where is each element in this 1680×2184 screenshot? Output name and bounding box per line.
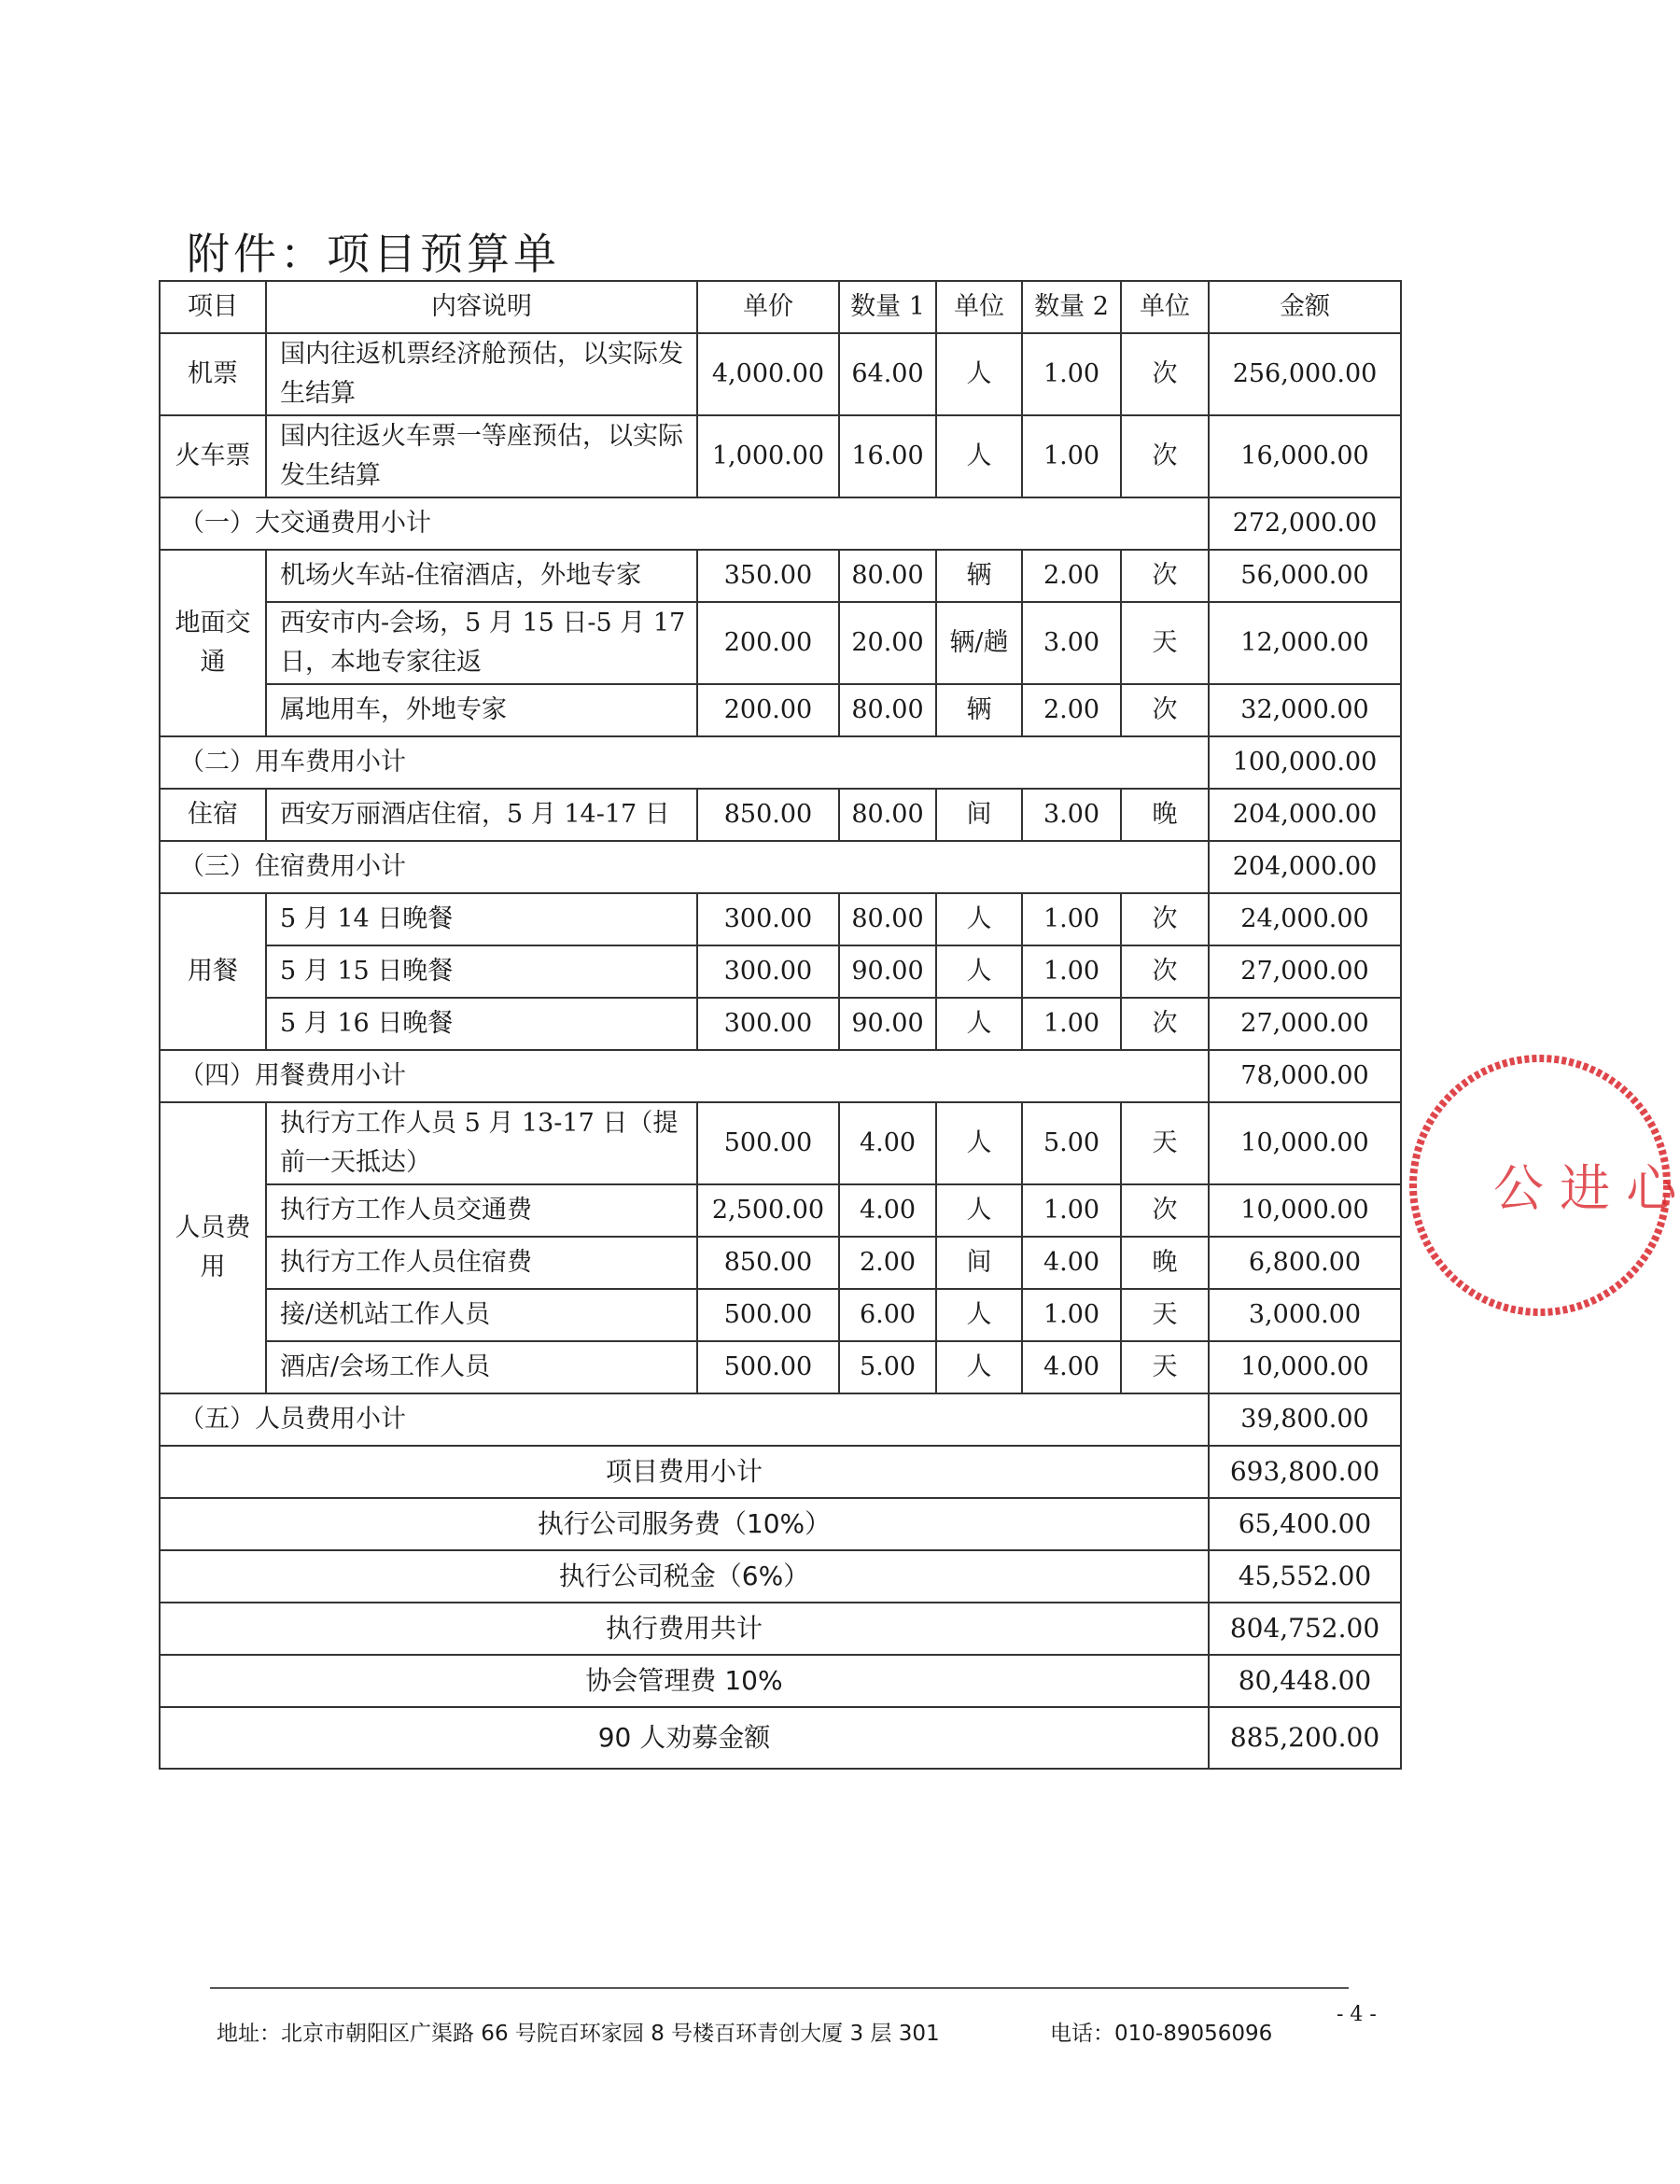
table-row <box>160 1184 1401 1237</box>
header-unit1: 单位 <box>936 281 1022 333</box>
row-unit1: 人 <box>936 333 1022 415</box>
row-qty1: 90.00 <box>839 998 936 1050</box>
row-desc: 属地用车，外地专家 <box>266 684 697 736</box>
total-amount: 693,800.00 <box>1209 1446 1401 1498</box>
table-row <box>160 602 1401 684</box>
footer-address: 地址：北京市朝阳区广渠路 66 号院百环家园 8 号楼百环青创大厦 3 层 301 <box>217 2022 940 2046</box>
header-amount: 金额 <box>1209 281 1401 333</box>
table-row <box>160 333 1401 415</box>
group-item: 用餐 <box>160 893 266 1050</box>
total-row <box>160 1707 1401 1769</box>
header-unit2: 单位 <box>1121 281 1209 333</box>
row-unit1: 人 <box>936 998 1022 1050</box>
total-amount: 45,552.00 <box>1209 1550 1401 1603</box>
row-qty1: 5.00 <box>839 1341 936 1393</box>
row-qty2: 3.00 <box>1022 602 1121 684</box>
budget-table <box>159 280 1402 1770</box>
subtotal-label: （一）大交通费用小计 <box>160 497 1209 550</box>
row-unit2: 天 <box>1121 1289 1209 1341</box>
row-unit2: 天 <box>1121 1341 1209 1393</box>
table-row <box>160 945 1401 998</box>
subtotal-amount: 39,800.00 <box>1209 1393 1401 1446</box>
row-unit2: 晚 <box>1121 1237 1209 1289</box>
subtotal-label: （五）人员费用小计 <box>160 1393 1209 1446</box>
group-item: 人员费用 <box>160 1102 266 1393</box>
table-row <box>160 789 1401 841</box>
row-amount: 10,000.00 <box>1209 1184 1401 1237</box>
row-qty1: 80.00 <box>839 893 936 945</box>
subtotal-label: （二）用车费用小计 <box>160 736 1209 789</box>
table-row <box>160 893 1401 945</box>
row-unit2: 次 <box>1121 333 1209 415</box>
total-label: 执行公司服务费（10%） <box>160 1498 1209 1550</box>
table-row <box>160 1341 1401 1393</box>
row-unit1: 辆 <box>936 684 1022 736</box>
row-desc: 执行方工作人员住宿费 <box>266 1237 697 1289</box>
row-unit2: 天 <box>1121 602 1209 684</box>
subtotal-row <box>160 497 1401 550</box>
row-unit2: 晚 <box>1121 789 1209 841</box>
row-unit2: 次 <box>1121 945 1209 998</box>
row-item: 火车票 <box>160 415 266 497</box>
subtotal-amount: 204,000.00 <box>1209 841 1401 893</box>
table-row <box>160 415 1401 497</box>
total-amount: 80,448.00 <box>1209 1655 1401 1707</box>
total-amount: 65,400.00 <box>1209 1498 1401 1550</box>
row-price: 500.00 <box>697 1102 839 1184</box>
row-amount: 10,000.00 <box>1209 1102 1401 1184</box>
total-label: 协会管理费 10% <box>160 1655 1209 1707</box>
header-item: 项目 <box>160 281 266 333</box>
row-unit2: 次 <box>1121 550 1209 602</box>
row-unit1: 人 <box>936 1184 1022 1237</box>
row-amount: 6,800.00 <box>1209 1237 1401 1289</box>
red-seal-stamp <box>1400 1045 1680 1325</box>
row-amount: 32,000.00 <box>1209 684 1401 736</box>
total-row <box>160 1655 1401 1707</box>
row-unit2: 次 <box>1121 998 1209 1050</box>
total-label: 执行公司税金（6%） <box>160 1550 1209 1603</box>
row-item: 住宿 <box>160 789 266 841</box>
group-item: 地面交通 <box>160 550 266 736</box>
footer-phone: 电话：010-89056096 <box>1050 2022 1273 2046</box>
row-price: 4,000.00 <box>697 333 839 415</box>
table-row <box>160 1102 1401 1184</box>
row-desc: 国内往返火车票一等座预估，以实际发生结算 <box>266 415 697 497</box>
table-row <box>160 1237 1401 1289</box>
row-qty2: 1.00 <box>1022 1184 1121 1237</box>
row-amount: 27,000.00 <box>1209 998 1401 1050</box>
subtotal-amount: 272,000.00 <box>1209 497 1401 550</box>
row-qty2: 4.00 <box>1022 1341 1121 1393</box>
row-qty2: 1.00 <box>1022 1289 1121 1341</box>
subtotal-row <box>160 1050 1401 1102</box>
row-unit1: 辆 <box>936 550 1022 602</box>
row-amount: 27,000.00 <box>1209 945 1401 998</box>
row-desc: 西安万丽酒店住宿，5 月 14-17 日 <box>266 789 697 841</box>
page-number: - 4 - <box>1337 2003 1377 2026</box>
row-price: 200.00 <box>697 602 839 684</box>
row-unit1: 间 <box>936 789 1022 841</box>
total-label: 项目费用小计 <box>160 1446 1209 1498</box>
row-price: 850.00 <box>697 789 839 841</box>
row-unit1: 人 <box>936 945 1022 998</box>
subtotal-row <box>160 841 1401 893</box>
row-unit2: 次 <box>1121 684 1209 736</box>
row-price: 500.00 <box>697 1289 839 1341</box>
total-row <box>160 1446 1401 1498</box>
row-qty1: 20.00 <box>839 602 936 684</box>
row-amount: 12,000.00 <box>1209 602 1401 684</box>
footer-divider <box>210 1987 1349 1989</box>
row-desc: 机场火车站-住宿酒店，外地专家 <box>266 550 697 602</box>
row-desc: 西安市内-会场，5 月 15 日-5 月 17 日，本地专家往返 <box>266 602 697 684</box>
table-row <box>160 550 1401 602</box>
row-price: 200.00 <box>697 684 839 736</box>
row-unit1: 人 <box>936 1289 1022 1341</box>
row-unit2: 次 <box>1121 893 1209 945</box>
row-qty2: 2.00 <box>1022 684 1121 736</box>
subtotal-label: （四）用餐费用小计 <box>160 1050 1209 1102</box>
row-desc: 执行方工作人员交通费 <box>266 1184 697 1237</box>
row-qty2: 2.00 <box>1022 550 1121 602</box>
header-price: 单价 <box>697 281 839 333</box>
row-price: 2,500.00 <box>697 1184 839 1237</box>
row-qty2: 1.00 <box>1022 945 1121 998</box>
page-title: 附件：项目预算单 <box>187 229 560 279</box>
row-item: 机票 <box>160 333 266 415</box>
row-unit1: 人 <box>936 1341 1022 1393</box>
row-desc: 国内往返机票经济舱预估，以实际发生结算 <box>266 333 697 415</box>
subtotal-amount: 100,000.00 <box>1209 736 1401 789</box>
total-label: 执行费用共计 <box>160 1603 1209 1655</box>
row-desc: 5 月 16 日晚餐 <box>266 998 697 1050</box>
row-unit1: 人 <box>936 1102 1022 1184</box>
row-desc: 接/送机站工作人员 <box>266 1289 697 1341</box>
row-qty2: 5.00 <box>1022 1102 1121 1184</box>
row-unit2: 次 <box>1121 1184 1209 1237</box>
table-row <box>160 684 1401 736</box>
row-qty1: 80.00 <box>839 789 936 841</box>
row-unit2: 天 <box>1121 1102 1209 1184</box>
row-amount: 256,000.00 <box>1209 333 1401 415</box>
total-amount: 804,752.00 <box>1209 1603 1401 1655</box>
row-price: 500.00 <box>697 1341 839 1393</box>
total-row <box>160 1498 1401 1550</box>
row-qty2: 3.00 <box>1022 789 1121 841</box>
header-desc: 内容说明 <box>266 281 697 333</box>
total-row <box>160 1603 1401 1655</box>
row-qty2: 1.00 <box>1022 998 1121 1050</box>
total-label: 90 人劝募金额 <box>160 1707 1209 1769</box>
row-desc: 5 月 15 日晚餐 <box>266 945 697 998</box>
row-desc: 执行方工作人员 5 月 13-17 日（提前一天抵达） <box>266 1102 697 1184</box>
row-qty1: 6.00 <box>839 1289 936 1341</box>
row-desc: 酒店/会场工作人员 <box>266 1341 697 1393</box>
row-amount: 204,000.00 <box>1209 789 1401 841</box>
row-price: 850.00 <box>697 1237 839 1289</box>
total-row <box>160 1550 1401 1603</box>
row-unit1: 辆/趟 <box>936 602 1022 684</box>
row-amount: 10,000.00 <box>1209 1341 1401 1393</box>
table-row <box>160 998 1401 1050</box>
table-row <box>160 1289 1401 1341</box>
row-qty1: 2.00 <box>839 1237 936 1289</box>
row-unit1: 间 <box>936 1237 1022 1289</box>
row-qty1: 16.00 <box>839 415 936 497</box>
header-qty1: 数量 1 <box>839 281 936 333</box>
row-qty2: 1.00 <box>1022 333 1121 415</box>
row-amount: 3,000.00 <box>1209 1289 1401 1341</box>
row-desc: 5 月 14 日晚餐 <box>266 893 697 945</box>
row-unit2: 次 <box>1121 415 1209 497</box>
row-qty1: 4.00 <box>839 1184 936 1237</box>
row-qty2: 1.00 <box>1022 415 1121 497</box>
svg-text:公 进 心: 公 进 心 <box>1493 1159 1677 1218</box>
row-qty1: 80.00 <box>839 684 936 736</box>
row-amount: 24,000.00 <box>1209 893 1401 945</box>
row-unit1: 人 <box>936 415 1022 497</box>
subtotal-row <box>160 736 1401 789</box>
row-amount: 16,000.00 <box>1209 415 1401 497</box>
subtotal-row <box>160 1393 1401 1446</box>
row-qty1: 90.00 <box>839 945 936 998</box>
row-price: 300.00 <box>697 893 839 945</box>
row-price: 1,000.00 <box>697 415 839 497</box>
row-qty1: 64.00 <box>839 333 936 415</box>
subtotal-amount: 78,000.00 <box>1209 1050 1401 1102</box>
total-amount: 885,200.00 <box>1209 1707 1401 1769</box>
row-price: 300.00 <box>697 998 839 1050</box>
row-qty1: 80.00 <box>839 550 936 602</box>
subtotal-label: （三）住宿费用小计 <box>160 841 1209 893</box>
row-price: 350.00 <box>697 550 839 602</box>
row-qty2: 1.00 <box>1022 893 1121 945</box>
row-amount: 56,000.00 <box>1209 550 1401 602</box>
header-qty2: 数量 2 <box>1022 281 1121 333</box>
row-qty2: 4.00 <box>1022 1237 1121 1289</box>
row-unit1: 人 <box>936 893 1022 945</box>
header-row <box>160 281 1401 333</box>
row-price: 300.00 <box>697 945 839 998</box>
row-qty1: 4.00 <box>839 1102 936 1184</box>
